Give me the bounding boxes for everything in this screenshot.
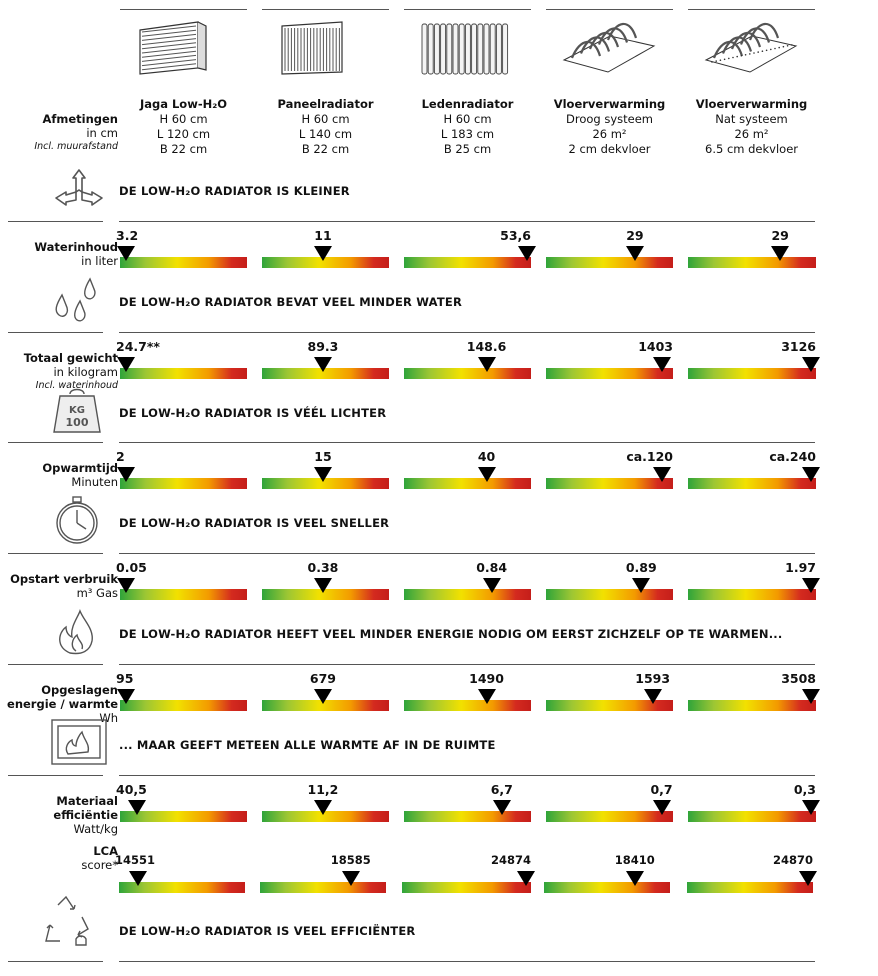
data-label: ca.120: [626, 449, 673, 464]
dimensions-arrows-icon: [52, 168, 106, 210]
gradient-bar: [688, 368, 816, 379]
column-spec: H 60 cm: [159, 112, 208, 126]
row-divider: [119, 553, 815, 554]
row-label: [3, 572, 118, 600]
gradient-bar: [120, 700, 247, 711]
gradient-bar: [546, 589, 673, 600]
row-message: DE LOW-H₂O RADIATOR IS VEEL EFFICIËNTER: [119, 924, 416, 938]
marker-triangle: [478, 357, 496, 372]
column-spec: B 22 cm: [159, 142, 208, 156]
column-spec: 26 m²: [592, 127, 627, 141]
row-label: [3, 844, 118, 872]
marker-triangle: [314, 246, 332, 261]
column-name: Paneelradiator: [277, 97, 374, 111]
data-label: 679: [309, 671, 336, 686]
data-label: 53,6: [500, 228, 531, 243]
data-label: 95: [116, 671, 134, 686]
data-label: 1.97: [785, 560, 816, 575]
row-title: LCA: [93, 844, 118, 858]
marker-triangle: [128, 800, 146, 815]
marker-triangle: [129, 871, 147, 886]
gradient-bar: [544, 882, 670, 893]
column-spec: 2 cm dekvloer: [568, 142, 651, 156]
column-spec: Nat systeem: [715, 112, 788, 126]
data-label: 0,7: [650, 782, 673, 797]
marker-triangle: [802, 578, 820, 593]
gradient-bar: [402, 882, 531, 893]
marker-triangle: [517, 871, 535, 886]
data-label: 14551: [115, 853, 156, 867]
row-divider: [119, 332, 815, 333]
column-spec: B 22 cm: [301, 142, 350, 156]
row-message: DE LOW-H₂O RADIATOR HEEFT VEEL MINDER ENERGIE NODIG OM EERST ZICHZELF OP TE WARMEN...: [119, 627, 783, 641]
row-title: Waterinhoud: [34, 240, 118, 254]
top-divider: [688, 9, 815, 10]
data-label: 6,7: [490, 782, 513, 797]
gradient-bar: [404, 478, 531, 489]
marker-triangle: [802, 467, 820, 482]
row-title: Materiaal efficiëntie: [53, 794, 118, 822]
gradient-bar: [404, 589, 531, 600]
column-spec: H 60 cm: [443, 112, 492, 126]
row-message: DE LOW-H₂O RADIATOR BEVAT VEEL MINDER WATER: [119, 295, 463, 309]
marker-triangle: [342, 871, 360, 886]
marker-triangle: [802, 800, 820, 815]
column-name: Ledenradiator: [421, 97, 514, 111]
gradient-bar: [688, 257, 816, 268]
row-unit: score*: [81, 858, 118, 872]
row-divider: [119, 442, 815, 443]
marker-triangle: [799, 871, 817, 886]
gradient-bar: [120, 478, 247, 489]
row-divider: [8, 553, 103, 554]
row-unit: Watt/kg: [73, 822, 118, 836]
gradient-bar: [404, 811, 531, 822]
column-spec: 26 m²: [734, 127, 769, 141]
column-spec: L 183 cm: [440, 127, 495, 141]
row-label: [3, 794, 118, 836]
data-label: 24870: [772, 853, 813, 867]
gradient-bar: [688, 811, 816, 822]
data-label: 11,2: [307, 782, 339, 797]
row-divider: [8, 221, 103, 222]
divider: [119, 961, 815, 962]
column-header: [404, 97, 531, 157]
marker-triangle: [314, 689, 332, 704]
row-unit: in kilogram: [53, 365, 118, 379]
column-spec: H 60 cm: [301, 112, 350, 126]
top-divider: [546, 9, 673, 10]
data-label: 18410: [614, 853, 655, 867]
gradient-bar: [404, 700, 531, 711]
stopwatch-icon: [50, 496, 110, 548]
row-divider: [8, 664, 103, 665]
data-label: 1403: [638, 339, 673, 354]
column-name: Jaga Low-H₂O: [139, 97, 228, 111]
floor-heating-dry-icon: [560, 16, 660, 82]
marker-triangle: [653, 357, 671, 372]
marker-triangle: [518, 246, 536, 261]
gradient-bar: [688, 700, 816, 711]
gradient-bar: [120, 368, 247, 379]
data-label: 89.3: [307, 339, 339, 354]
data-label: 148.6: [466, 339, 507, 354]
marker-triangle: [626, 246, 644, 261]
svg-text:KG: KG: [69, 405, 85, 416]
data-label: 15: [314, 449, 332, 464]
dimensions-unit: in cm: [86, 126, 118, 140]
top-divider: [262, 9, 389, 10]
marker-triangle: [478, 689, 496, 704]
data-label: 0.38: [307, 560, 339, 575]
row-divider: [8, 442, 103, 443]
gradient-bar: [404, 368, 531, 379]
data-label: 29: [626, 228, 644, 243]
marker-triangle: [771, 246, 789, 261]
weight-icon: [50, 386, 110, 438]
data-label: 1490: [469, 671, 504, 686]
row-divider: [119, 221, 815, 222]
marker-triangle: [644, 689, 662, 704]
data-label: 24.7**: [116, 339, 160, 354]
gradient-bar: [120, 257, 247, 268]
column-name: Vloerverwarming: [553, 97, 666, 111]
data-label: 40,5: [116, 782, 147, 797]
row-unit: Minuten: [71, 475, 118, 489]
marker-triangle: [802, 357, 820, 372]
column-spec: B 25 cm: [443, 142, 492, 156]
row-label: [3, 240, 118, 268]
marker-triangle: [314, 578, 332, 593]
marker-triangle: [117, 689, 135, 704]
data-label: 40: [477, 449, 496, 464]
row-message: DE LOW-H₂O RADIATOR IS VÉÉL LICHTER: [119, 406, 387, 420]
marker-triangle: [626, 871, 644, 886]
dimensions-note: Incl. muurafstand: [34, 141, 118, 152]
row-message: ... MAAR GEEFT METEEN ALLE WARMTE AF IN DE RUIMTE: [119, 738, 496, 752]
data-label: 0.05: [116, 560, 147, 575]
data-label: 0.89: [625, 560, 657, 575]
marker-triangle: [653, 800, 671, 815]
row-divider: [119, 664, 815, 665]
row-unit: m³ Gas: [76, 586, 118, 600]
marker-triangle: [314, 467, 332, 482]
column-header: [120, 97, 247, 157]
gradient-bar: [260, 882, 386, 893]
data-label: 29: [771, 228, 789, 243]
marker-triangle: [117, 357, 135, 372]
column-name: Vloerverwarming: [695, 97, 808, 111]
recycle-icon: [38, 895, 98, 947]
floor-heating-wet-icon: [702, 16, 802, 82]
data-label: 2: [116, 449, 125, 464]
marker-triangle: [314, 357, 332, 372]
row-note: Incl. waterinhoud: [35, 380, 118, 391]
row-divider: [8, 775, 103, 776]
fireplace-icon: [50, 718, 110, 770]
marker-triangle: [117, 246, 135, 261]
panel-radiator-icon: [276, 16, 376, 82]
column-spec: Droog systeem: [565, 112, 653, 126]
row-divider: [8, 332, 103, 333]
marker-triangle: [478, 467, 496, 482]
svg-text:100: 100: [65, 416, 89, 429]
row-title: Opstart verbruik: [10, 572, 118, 586]
column-header: [546, 97, 673, 157]
marker-triangle: [117, 578, 135, 593]
top-divider: [120, 9, 247, 10]
data-label: 18585: [330, 853, 371, 867]
column-spec: L 140 cm: [298, 127, 353, 141]
row-label: [3, 461, 118, 489]
row-message: DE LOW-H₂O RADIATOR IS VEEL SNELLER: [119, 516, 390, 530]
column-radiator-icon: [418, 16, 518, 82]
column-spec: L 120 cm: [156, 127, 211, 141]
gradient-bar: [688, 589, 816, 600]
data-label: 3508: [781, 671, 816, 686]
gradient-bar: [404, 257, 531, 268]
gradient-bar: [687, 882, 813, 893]
dimensions-label: [3, 112, 118, 154]
gradient-bar: [546, 257, 673, 268]
marker-triangle: [117, 467, 135, 482]
jaga-radiator-icon: [134, 16, 234, 82]
dimensions-message: DE LOW-H₂O RADIATOR IS KLEINER: [119, 184, 350, 198]
gradient-bar: [688, 478, 816, 489]
data-label: 0,3: [793, 782, 816, 797]
row-divider: [119, 775, 815, 776]
column-header: [688, 97, 815, 157]
marker-triangle: [653, 467, 671, 482]
marker-triangle: [314, 800, 332, 815]
row-unit: Wh: [99, 711, 118, 725]
top-divider: [404, 9, 531, 10]
row-title: Opwarmtijd: [42, 461, 118, 475]
column-spec: 6.5 cm dekvloer: [705, 142, 798, 156]
water-drops-icon: [50, 275, 110, 327]
dimensions-title: Afmetingen: [42, 112, 118, 126]
marker-triangle: [483, 578, 501, 593]
row-title: Opgeslagen energie / warmte: [7, 683, 118, 711]
row-unit: in liter: [81, 254, 118, 268]
gradient-bar: [120, 589, 247, 600]
marker-triangle: [493, 800, 511, 815]
flame-icon: [50, 607, 110, 659]
data-label: 1593: [635, 671, 671, 686]
column-header: [262, 97, 389, 157]
marker-triangle: [802, 689, 820, 704]
data-label: 11: [314, 228, 332, 243]
data-label: 0.84: [476, 560, 508, 575]
data-label: 3.2: [116, 228, 139, 243]
data-label: 24874: [490, 853, 531, 867]
row-title: Totaal gewicht: [23, 351, 118, 365]
divider: [8, 961, 103, 962]
data-label: 3126: [781, 339, 816, 354]
data-label: ca.240: [769, 449, 816, 464]
marker-triangle: [632, 578, 650, 593]
